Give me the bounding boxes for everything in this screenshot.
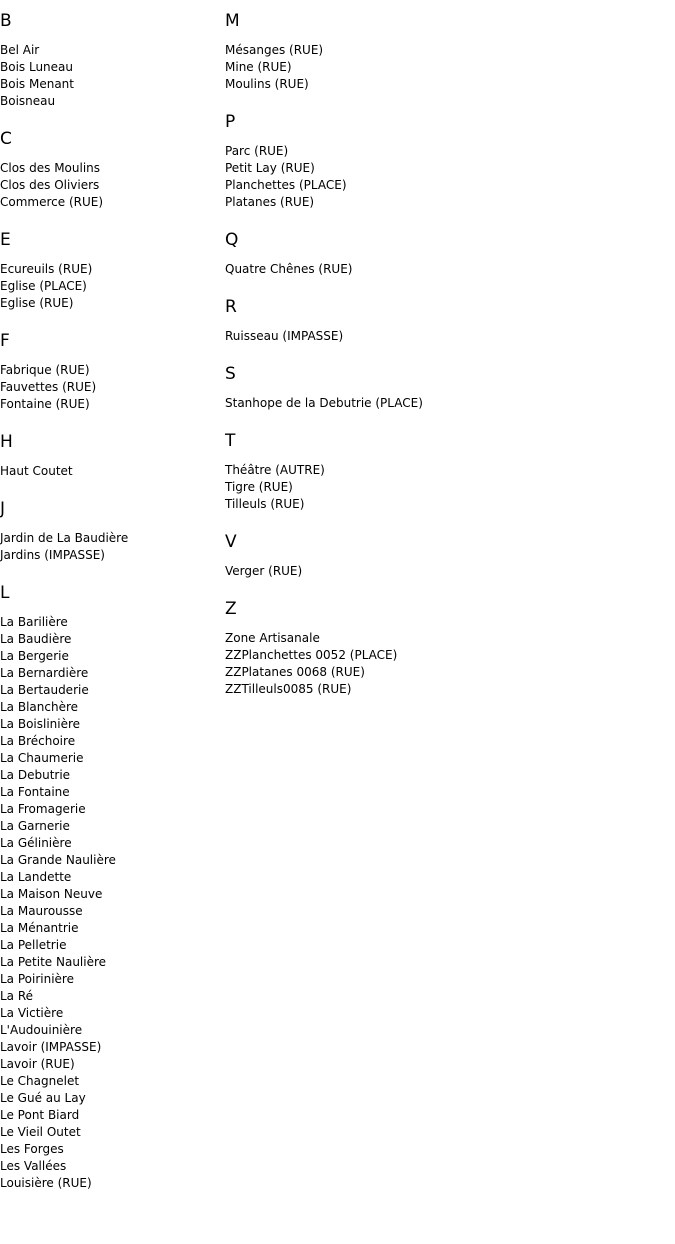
street-entry[interactable]: Lavoir (IMPASSE) [0,1040,102,1054]
letter-group-j [0,498,220,564]
street-entry[interactable]: Théâtre (AUTRE) [225,463,325,477]
street-entry[interactable]: Petit Lay (RUE) [225,161,315,175]
letter-group-m [225,10,665,93]
street-entry[interactable]: Lavoir (RUE) [0,1057,75,1071]
street-entry[interactable]: La Debutrie [0,768,71,782]
street-entry[interactable]: Platanes (RUE) [225,195,315,209]
letter-group-c [0,128,220,211]
street-entry[interactable]: Ecureuils (RUE) [0,262,93,276]
street-entry[interactable]: Clos des Oliviers [0,178,100,192]
street-entry[interactable]: Commerce (RUE) [0,195,104,209]
street-index-right-column [225,10,665,716]
street-entry[interactable]: Ruisseau (IMPASSE) [225,329,344,343]
letter-group-b [0,10,220,110]
street-entry[interactable]: Zone Artisanale [225,631,320,645]
street-entry[interactable]: La Maurousse [0,904,83,918]
letter-heading: B [0,11,12,31]
letter-group-q [225,229,665,278]
letter-heading: Z [225,599,237,619]
street-entry[interactable]: La Gélinière [0,836,72,850]
street-entry[interactable]: La Blanchère [0,700,79,714]
street-entry[interactable]: La Ménantrie [0,921,79,935]
street-entry[interactable]: Eglise (PLACE) [0,279,87,293]
street-entry[interactable]: Tilleuls (RUE) [225,497,305,511]
street-entry[interactable]: La Fontaine [0,785,70,799]
street-entry[interactable]: Le Gué au Lay [0,1091,86,1105]
street-entry[interactable]: Le Chagnelet [0,1074,80,1088]
street-entry[interactable]: La Chaumerie [0,751,84,765]
letter-group-t [225,430,665,513]
street-entry[interactable]: ZZTilleuls0085 (RUE) [225,682,352,696]
street-entry[interactable]: Fauvettes (RUE) [0,380,97,394]
street-entry[interactable]: La Ré [0,989,34,1003]
street-entry[interactable]: Clos des Moulins [0,161,101,175]
street-entry[interactable]: Jardins (IMPASSE) [0,548,105,562]
letter-group-l [0,582,220,1192]
street-entry[interactable]: Planchettes (PLACE) [225,178,347,192]
street-entry[interactable]: La Landette [0,870,72,884]
letter-heading: T [225,431,236,451]
letter-heading: S [225,364,236,384]
letter-heading: C [0,129,12,149]
street-entry[interactable]: La Bertauderie [0,683,89,697]
street-entry[interactable]: Verger (RUE) [225,564,303,578]
street-entry[interactable]: ZZPlanchettes 0052 (PLACE) [225,648,398,662]
street-entry[interactable]: Boisneau [0,94,56,108]
letter-heading: Q [225,230,239,250]
street-entry[interactable]: La Boislinière [0,717,81,731]
street-entry[interactable]: Fontaine (RUE) [0,397,90,411]
street-entry[interactable]: La Barilière [0,615,68,629]
street-entry[interactable]: Le Pont Biard [0,1108,80,1122]
street-entry[interactable]: ZZPlatanes 0068 (RUE) [225,665,365,679]
street-entry[interactable]: Le Vieil Outet [0,1125,81,1139]
letter-heading: M [225,11,240,31]
street-entry[interactable]: Tigre (RUE) [225,480,293,494]
street-entry[interactable]: La Bergerie [0,649,69,663]
street-entry[interactable]: La Fromagerie [0,802,86,816]
street-entry[interactable]: Louisière (RUE) [0,1176,92,1190]
street-entry[interactable]: La Bréchoire [0,734,76,748]
street-entry[interactable]: Jardin de La Baudière [0,531,129,545]
street-entry[interactable]: Les Forges [0,1142,64,1156]
street-entry[interactable]: La Bernardière [0,666,89,680]
street-entry[interactable]: La Pelletrie [0,938,67,952]
street-entry[interactable]: Bel Air [0,43,40,57]
letter-group-v [225,531,665,580]
street-entry[interactable]: Bois Menant [0,77,74,91]
street-entry[interactable]: Parc (RUE) [225,144,289,158]
letter-heading: L [0,583,10,603]
letter-group-h [0,431,220,480]
street-entry[interactable]: La Grande Naulière [0,853,116,867]
street-index-left-column [0,10,220,1210]
street-entry[interactable]: Mésanges (RUE) [225,43,324,57]
street-entry[interactable]: Bois Luneau [0,60,74,74]
street-entry[interactable]: Les Vallées [0,1159,67,1173]
street-entry[interactable]: Moulins (RUE) [225,77,309,91]
street-entry[interactable]: L'Audouinière [0,1023,83,1037]
letter-group-r [225,296,665,345]
letter-heading: H [0,432,13,452]
letter-group-f [0,330,220,413]
street-entry[interactable]: Fabrique (RUE) [0,363,90,377]
letter-group-e [0,229,220,312]
letter-heading: V [225,532,237,552]
street-entry[interactable]: Mine (RUE) [225,60,292,74]
street-entry[interactable]: La Maison Neuve [0,887,103,901]
street-entry[interactable]: La Petite Naulière [0,955,107,969]
letter-heading: F [0,331,10,351]
street-entry[interactable]: La Victière [0,1006,64,1020]
letter-heading: P [225,112,236,132]
street-entry[interactable]: Eglise (RUE) [0,296,74,310]
street-entry[interactable]: La Garnerie [0,819,70,833]
letter-group-z [225,598,665,698]
letter-heading: J [0,499,6,519]
letter-group-s [225,363,665,412]
street-entry[interactable]: Quatre Chênes (RUE) [225,262,353,276]
letter-group-p [225,111,665,211]
letter-heading: E [0,230,11,250]
street-entry[interactable]: La Poirinière [0,972,74,986]
letter-heading: R [225,297,237,317]
street-entry[interactable]: Stanhope de la Debutrie (PLACE) [225,396,423,410]
street-entry[interactable]: La Baudière [0,632,72,646]
street-entry[interactable]: Haut Coutet [0,464,73,478]
